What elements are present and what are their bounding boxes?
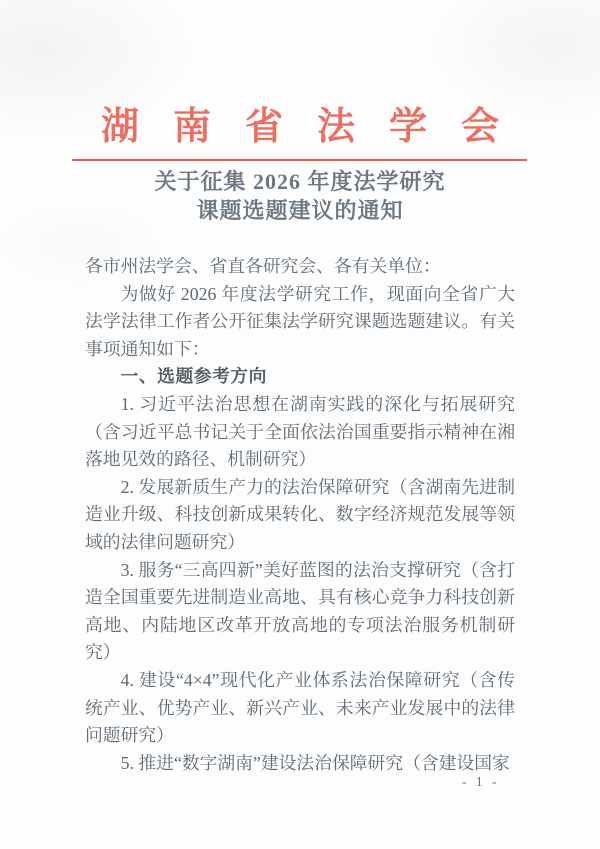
topic-item-3: 3. 服务“三高四新”美好蓝图的法治支撑研究（含打造全国重要先进制造业高地、具有核心竞争力科技创新高地、内陆地区改革开放高地的专项法治服务机制研究）: [85, 559, 515, 663]
document-body: [0, 253, 600, 777]
document-title-line2: 课题选题建议的通知: [196, 198, 404, 223]
topic-item-2: 2. 发展新质生产力的法治保障研究（含湖南先进制造业升级、科技创新成果转化、数字经济规范发展等领域的法律问题研究）: [85, 476, 515, 552]
intro-paragraph: 为做好 2026 年度法学研究工作，现面向全省广大法学法律工作者公开征集法学研究课题选题建议。有关事项通知如下：: [85, 283, 515, 359]
topic-item-5: 5. 推进“数字湖南”建设法治保障研究（含建设国家: [120, 752, 510, 773]
page-number: - 1 -: [462, 774, 500, 789]
topic-item-4: 4. 建设“4×4”现代化产业体系法治保障研究（含传统产业、优势产业、新兴产业、未来产业发展中的法律问题研究）: [85, 669, 515, 746]
section-heading: 一、选题参考方向: [120, 366, 267, 387]
org-name-header: 湖南省法学会: [100, 106, 533, 148]
document-title: [0, 167, 600, 225]
salutation-line: 各市州法学会、省直各研究会、各有关单位：: [85, 256, 441, 276]
document-title-line1: 关于征集 2026 年度法学研究: [154, 169, 446, 194]
header-divider-rule: [72, 159, 527, 161]
topic-item-1: 1. 习近平法治思想在湖南实践的深化与拓展研究（含习近平总书记关于全面依法治国重要指示精神在湘落地见效的路径、机制研究）: [85, 393, 515, 470]
